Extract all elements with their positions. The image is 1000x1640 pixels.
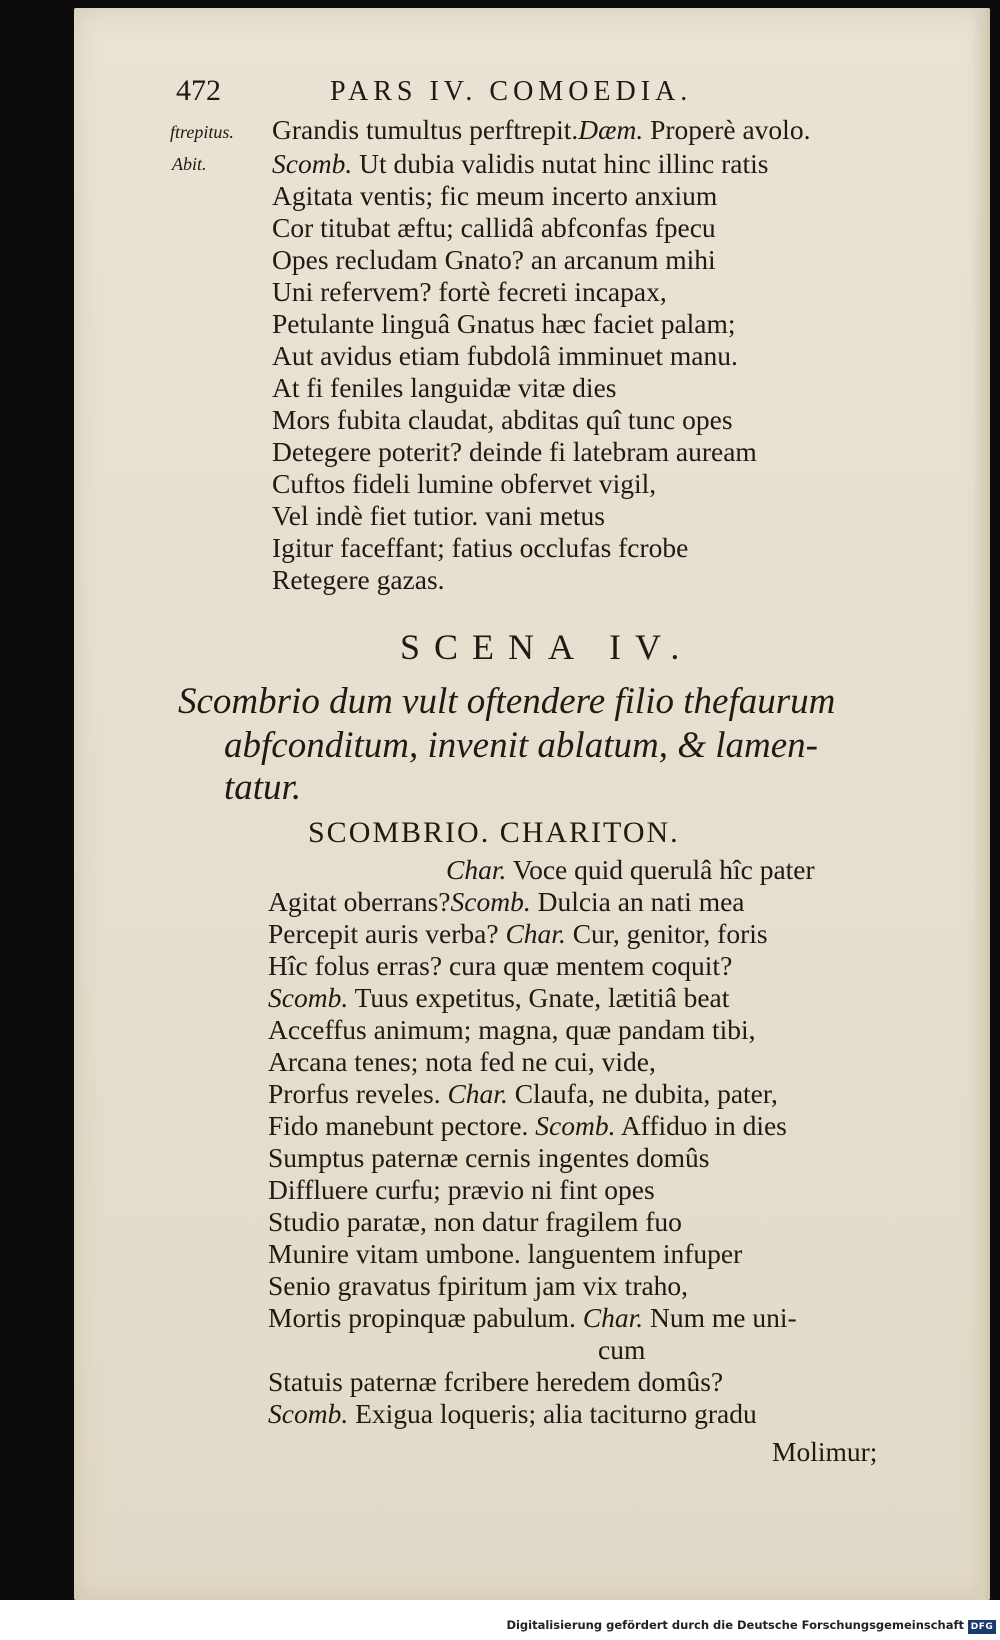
verse-line: Aut avidus etiam fubdolâ imminuet manu. — [272, 340, 738, 371]
verse-line: Cuftos fideli lumine obfervet vigil, — [272, 468, 657, 499]
scene-summary-line: tatur. — [224, 767, 302, 808]
verse-line: Uni refervem? fortè fecreti incapax, — [272, 276, 667, 307]
verse-line: Statuis paternæ fcribere heredem domûs? — [268, 1366, 724, 1397]
verse-line: Opes recludam Gnato? an arcanum mihi — [272, 244, 716, 275]
verse-line: Agitata ventis; fic meum incerto anxium — [272, 180, 718, 211]
verse-line: Detegere poterit? deinde fi latebram auream — [272, 436, 757, 467]
running-title: PARS IV. COMOEDIA. — [330, 76, 693, 107]
footer-band — [0, 1600, 1000, 1640]
verse-line: Retegere gazas. — [272, 564, 445, 595]
verse-line: Prorfus reveles. Char. Claufa, ne dubita, pater, — [268, 1078, 778, 1109]
verse-line: Scomb. Ut dubia validis nutat hinc illinc ratis — [272, 148, 769, 179]
verse-line: Sumptus paternæ cernis ingentes domûs — [268, 1142, 710, 1173]
speaker-label: Scomb. — [272, 148, 353, 179]
verse-line: Munire vitam umbone. languentem infuper — [268, 1238, 743, 1269]
verse-line: Agitat oberrans?Scomb. Dulcia an nati mea — [268, 886, 745, 917]
verse-line: Grandis tumultus perftrepit.Dæm. Properè avolo. — [272, 114, 811, 145]
digitization-credit: Digitalisierung gefördert durch die Deutsche Forschungsgemeinschaft — [506, 1618, 964, 1632]
page-edge — [972, 8, 990, 1600]
verse-line: Percepit auris verba? Char. Cur, genitor, foris — [268, 918, 768, 949]
verse-line: Scomb. Exigua loqueris; alia taciturno gradu — [268, 1398, 757, 1429]
speaker-label: Char. — [582, 1302, 644, 1333]
verse-line: Cor titubat æftu; callidâ abfconfas fpecu — [272, 212, 716, 243]
speaker-label: Char. — [505, 918, 566, 949]
page-number: 472 — [176, 74, 221, 107]
verse-line-turnover: cum — [598, 1334, 646, 1365]
verse-line: Hîc folus erras? cura quæ mentem coquit? — [268, 950, 733, 981]
speaker-label: Scomb. — [268, 982, 349, 1013]
speaker-label: Scomb. — [450, 886, 531, 917]
verse-line: Mors fubita claudat, abditas quî tunc opes — [272, 404, 733, 435]
verse-line: At fi feniles languidæ vitæ dies — [272, 372, 617, 403]
verse-line: Scomb. Tuus expetitus, Gnate, lætitiâ beat — [268, 982, 730, 1013]
speaker-label: Char. — [446, 854, 507, 885]
verse-line: Diffluere curfu; prævio ni fint opes — [268, 1174, 655, 1205]
verse-line: Mortis propinquæ pabulum. Char. Num me uni- — [268, 1302, 797, 1333]
dfg-logo: DFG — [968, 1620, 996, 1634]
scene-summary-line: abfconditum, invenit ablatum, & lamen- — [224, 725, 818, 766]
verse-line: Studio paratæ, non datur fragilem fuo — [268, 1206, 682, 1237]
verse-line: Fido manebunt pectore. Scomb. Affiduo in dies — [268, 1110, 787, 1141]
speaker-label: Dæm. — [578, 114, 644, 145]
verse-line: Senio gravatus fpiritum jam vix traho, — [268, 1270, 689, 1301]
verse-line: Char. Voce quid querulâ hîc pater — [446, 854, 815, 885]
verse-line: Petulante linguâ Gnatus hæc faciet palam; — [272, 308, 736, 339]
speaker-label: Scomb. — [268, 1398, 349, 1429]
scene-summary-line: Scombrio dum vult oftendere filio thefaurum — [178, 681, 836, 722]
margin-note-abit: Abit. — [172, 154, 207, 174]
verse-line: Arcana tenes; nota fed ne cui, vide, — [268, 1046, 656, 1077]
verse-line: Acceffus animum; magna, quæ pandam tibi, — [268, 1014, 756, 1045]
verse-line: Igitur faceffant; fatius occlufas fcrobe — [272, 532, 689, 563]
speaker-label: Char. — [447, 1078, 508, 1109]
dramatis-personae: SCOMBRIO. CHARITON. — [308, 816, 680, 849]
speaker-label: Scomb. — [535, 1110, 616, 1141]
scene-title: SCENA IV. — [400, 627, 694, 667]
margin-note-strepitus: ftrepitus. — [170, 122, 234, 142]
catchword: Molimur; — [772, 1436, 878, 1467]
verse-line: Vel indè fiet tutior. vani metus — [272, 500, 605, 531]
